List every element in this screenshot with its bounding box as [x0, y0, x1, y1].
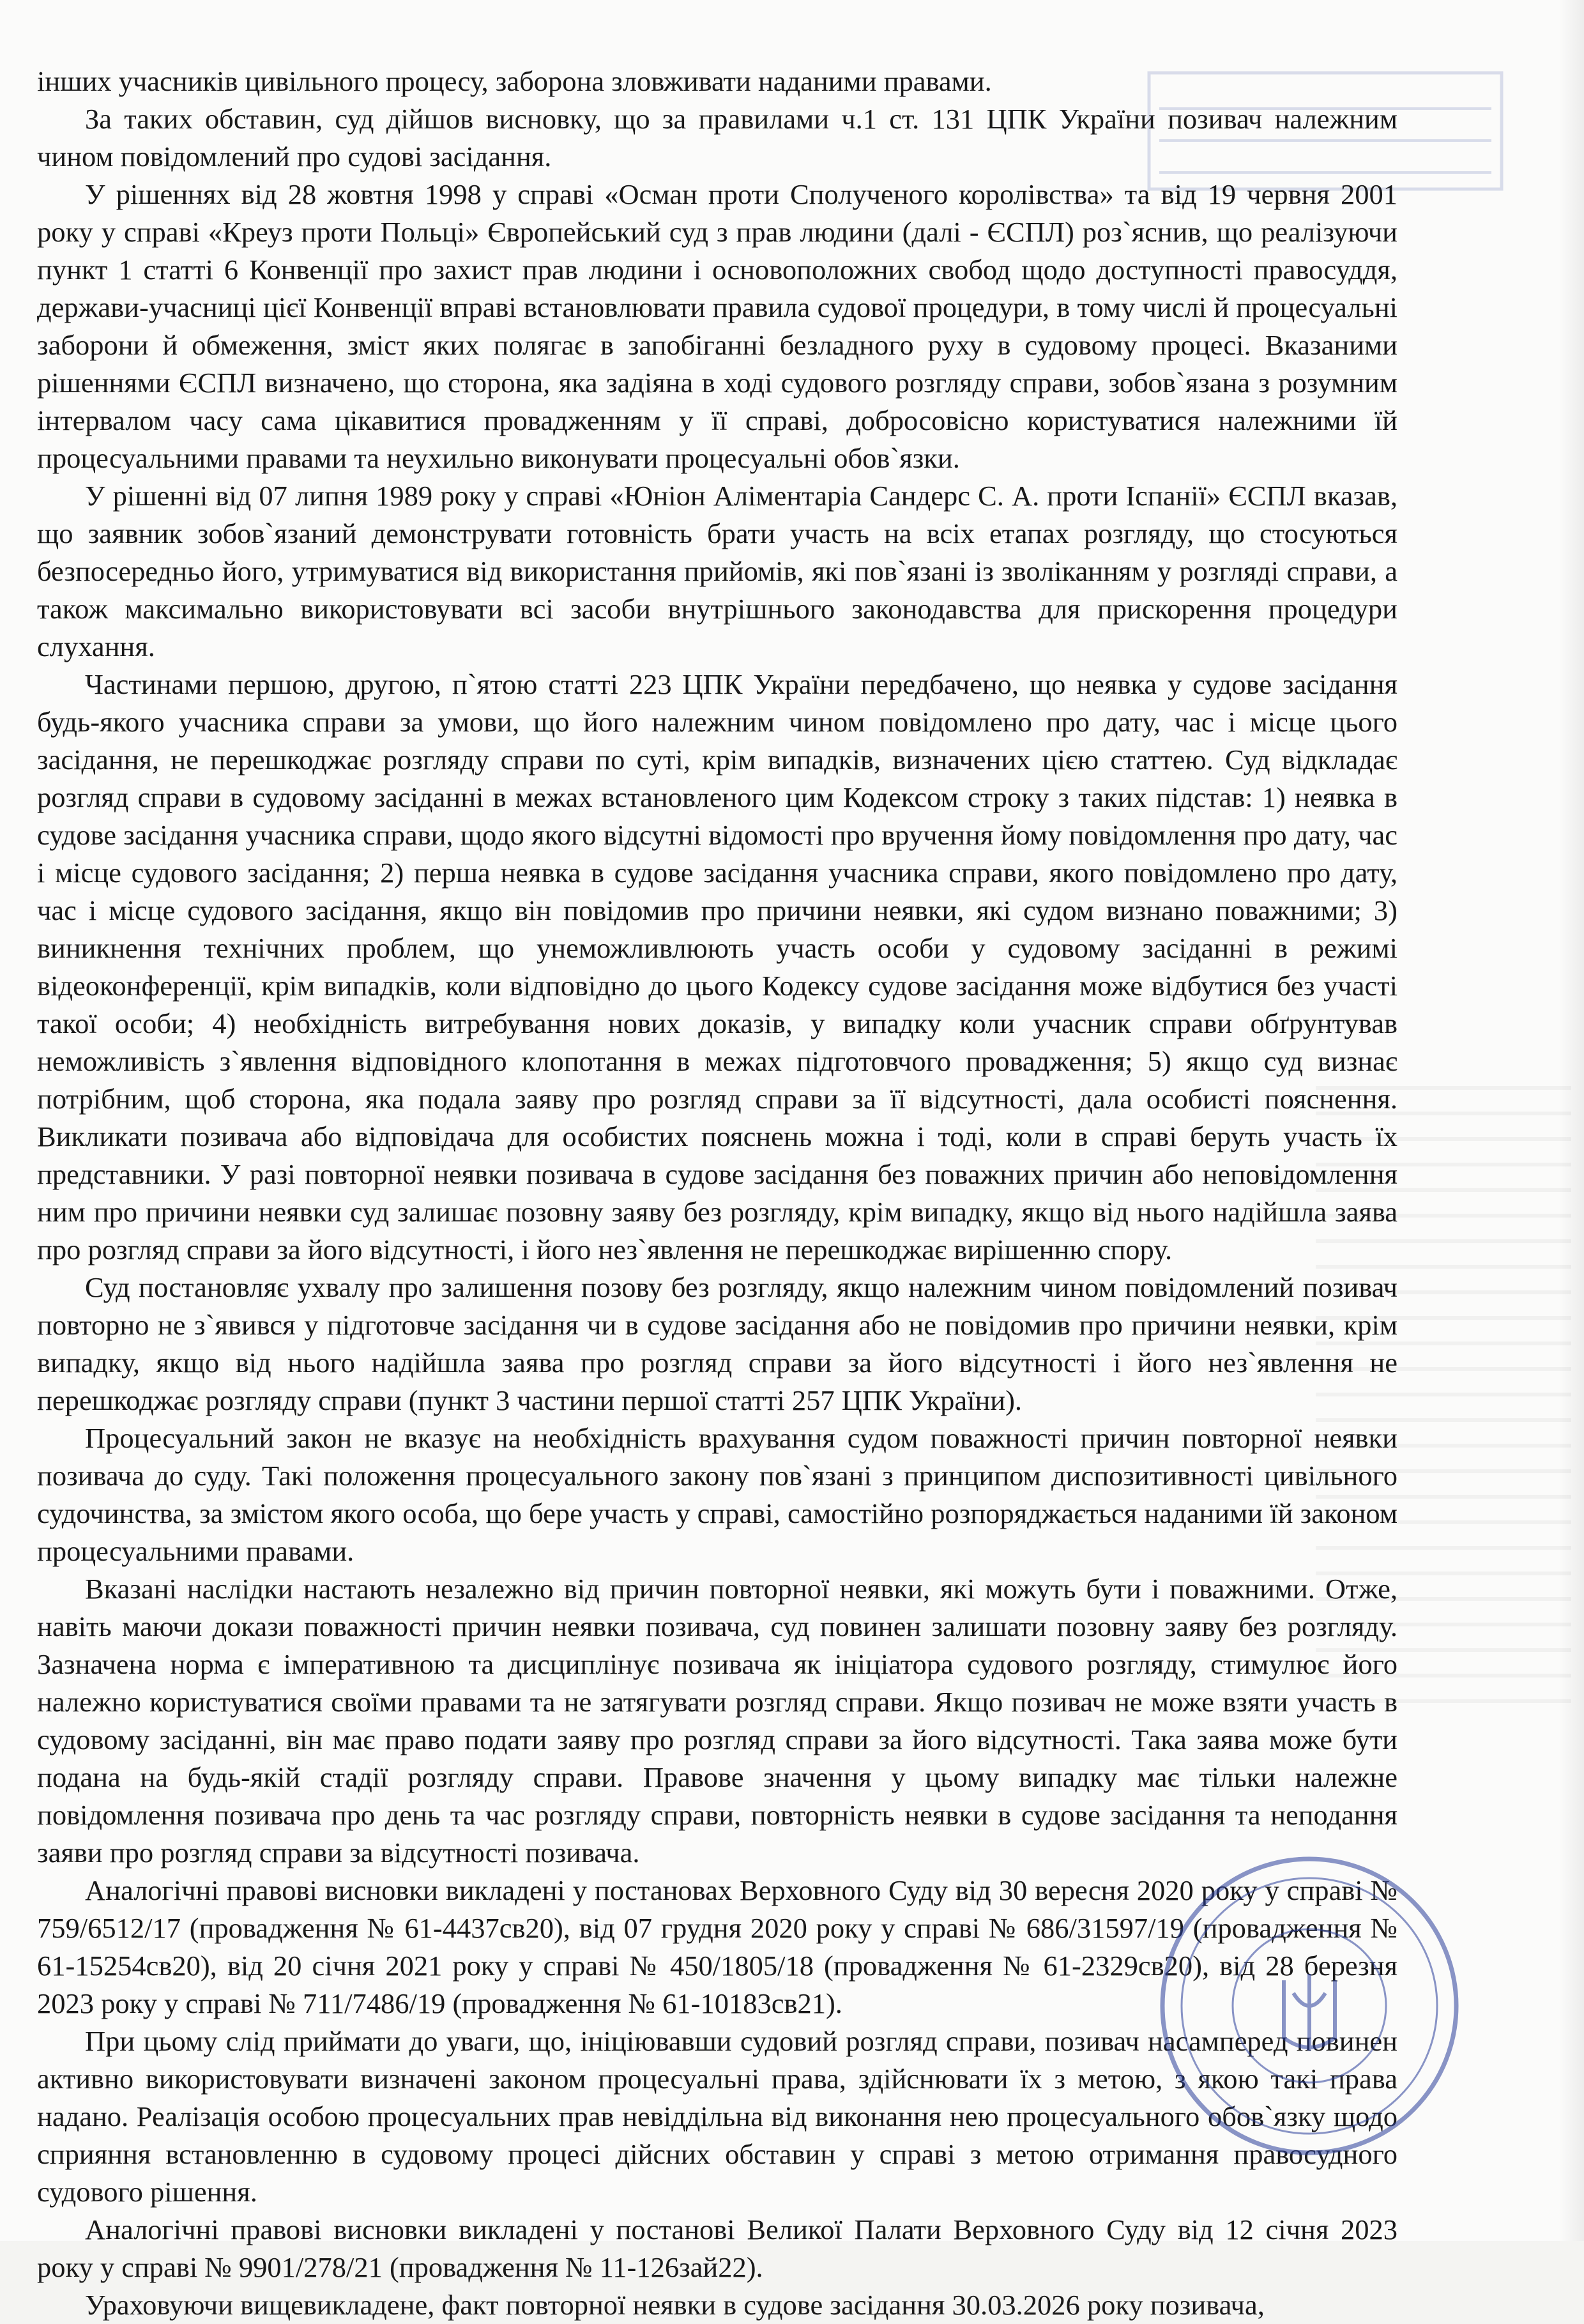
paragraph: Аналогічні правові висновки викладені у постановах Верховного Суду від 30 вересня 2020 року у справі № 759/6512/17 (провадження № 61-4437св20), від 07 грудня 2020 року у справі № 686/31597/19 (провадження № 61-15254св20), від 20 січня 2021 року у справі № 450/1805/18 (провадження № 61-2329св20), від 28 березня 2023 року у справі № 711/7486/19 (провадження № 61-10183св21).: [37, 1874, 1397, 2019]
paragraph: У рішенні від 07 липня 1989 року у справі «Юніон Аліментаріа Сандерс С. А. проти Іспанії» ЄСПЛ вказав, що заявник зобов`язаний демонструвати готовність брати участь на всіх етапах розгляду, що стосуються безпосередньо його, утримуватися від використання прийомів, які пов`язані із зволіканням у розгляді справи, а також максимально використовувати всі засоби внутрішнього законодавства для прискорення процедури слухання.: [37, 480, 1397, 662]
paragraph: Ураховуючи вищевикладене, факт повторної неявки в судове засідання 30.03.2026 року позивача,: [85, 2289, 1265, 2321]
page-edge-shadow: [1558, 0, 1584, 2241]
paragraph: інших учасників цивільного процесу, заборона зловживати наданими правами.: [37, 65, 992, 97]
paragraph: При цьому слід приймати до уваги, що, ініціювавши судовий розгляд справи, позивач насамперед повинен активно використовувати визначені законом процесуальні права, здійснювати їх з метою, з якою такі права надано. Реалізація особою процесуальних прав невіддільна від виконання нею процесуального обов`язку щодо сприяння встановленню в судовому процесі дійсних обставин у справі з метою отримання правосудного судового рішення.: [37, 2025, 1397, 2208]
paragraph: Процесуальний закон не вказує на необхідність врахування судом поважності причин повторної неявки позивача до суду. Такі положення процесуального закону пов`язані з принципом диспозитивності цивільного судочинства, за змістом якого особа, що бере участь у справі, самостійно розпоряджається наданими їй законом процесуальними правами.: [37, 1422, 1397, 1567]
paragraph: Суд постановляє ухвалу про залишення позову без розгляду, якщо належним чином повідомлений позивач повторно не з`явився у підготовче засідання чи в судове засідання або не повідомив про причини неявки, крім випадку, якщо від нього надійшла заява про розгляд справи за його відсутності і його нез`явлення не перешкоджає розгляду справи (пункт 3 частини першої статті 257 ЦПК України).: [37, 1271, 1397, 1416]
paragraph: За таких обставин, суд дійшов висновку, що за правилами ч.1 ст. 131 ЦПК України позивач належним чином повідомлений про судові засідання.: [37, 103, 1397, 172]
court-round-stamp: [1156, 1853, 1463, 2159]
paragraph: Вказані наслідки настають незалежно від причин повторної неявки, які можуть бути і поважними. Отже, навіть маючи докази поважності причин неявки позивача, суд повинен залишати позовну заяву без розгляду. Зазначена норма є імперативною та дисциплінує позивача як ініціатора судового розгляду, стимулює його належно користуватися своїми правами та не затягувати розгляд справи. Якщо позивач не може взяти участь в судовому засіданні, він має право подати заяву про розгляд справи за його відсутності. Така заява може бути подана на будь-якій стадії розгляду справи. Правове значення у цьому випадку має тільки належне повідомлення позивача про день та час розгляду справи, повторність неявки в судове засідання та неподання заяви про розгляд справи за відсутності позивача.: [37, 1573, 1397, 1869]
paragraph: Аналогічні правові висновки викладені у постанові Великої Палати Верховного Суду від 12 січня 2023 року у справі № 9901/278/21 (провадження № 11-126зай22).: [37, 2213, 1397, 2283]
paragraph: У рішеннях від 28 жовтня 1998 у справі «Осман проти Сполученого королівства» та від 19 червня 2001 року у справі «Креуз проти Польці» Європейський суд з прав людини (далі - ЄСПЛ) роз`яснив, що реалізуючи пункт 1 статті 6 Конвенції про захист прав людини і основоположних свобод щодо доступності правосуддя, держави-учасниці цієї Конвенції вправі встановлювати правила судової процедури, в тому числі й процесуальні заборони й обмеження, зміст яких полягає в запобіганні безладного руху в судовому процесі. Вказаними рішеннями ЄСПЛ визначено, що сторона, яка задіяна в ході судового розгляду справи, зобов`язана з розумним інтервалом часу сама цікавитися провадженням у її справі, добросовісно користуватися належними їй процесуальними правами та неухильно виконувати процесуальні обов`язки.: [37, 178, 1397, 474]
trident-emblem-icon: [1284, 1974, 1335, 2051]
paragraph: Частинами першою, другою, п`ятою статті 223 ЦПК України передбачено, що неявка у судове засідання будь-якого учасника справи за умови, що його належним чином повідомлено про дату, час і місце цього засідання, не перешкоджає розгляду справи по суті, крім випадків, визначених цією статтею. Суд відкладає розгляд справи в судовому засіданні в межах встановленого цим Кодексом строку з таких підстав: 1) неявка в судове засідання учасника справи, щодо якого відсутні відомості про вручення йому повідомлення про дату, час і місце судового засідання; 2) перша неявка в судове засідання учасника справи, якого повідомлено про дату, час і місце судового засідання, якщо він повідомив про причини неявки, які судом визнано поважними; 3) виникнення технічних проблем, що унеможливлюють участь особи у судовому засіданні в режимі відеоконференції, крім випадків, коли відповідно до цього Кодексу судове засідання може відбутися без участі такої особи; 4) необхідність витребування нових доказів, у випадку коли учасник справи обґрунтував неможливість з`явлення відповідного клопотання в межах підготовчого провадження; 5) якщо суд визнає потрібним, щоб сторона, яка подала заяву про розгляд справи за її відсутності, дала особисті пояснення. Викликати позивача або відповідача для особистих пояснень можна і тоді, коли в справі беруть участь їх представники. У разі повторної неявки позивача в судове засідання без поважних причин або неповідомлення ним про причини неявки суд залишає позовну заяву без розгляду, крім випадку, якщо від нього надійшла заява про розгляд справи за його відсутності, і його нез`явлення не перешкоджає вирішенню спору.: [37, 668, 1397, 1265]
